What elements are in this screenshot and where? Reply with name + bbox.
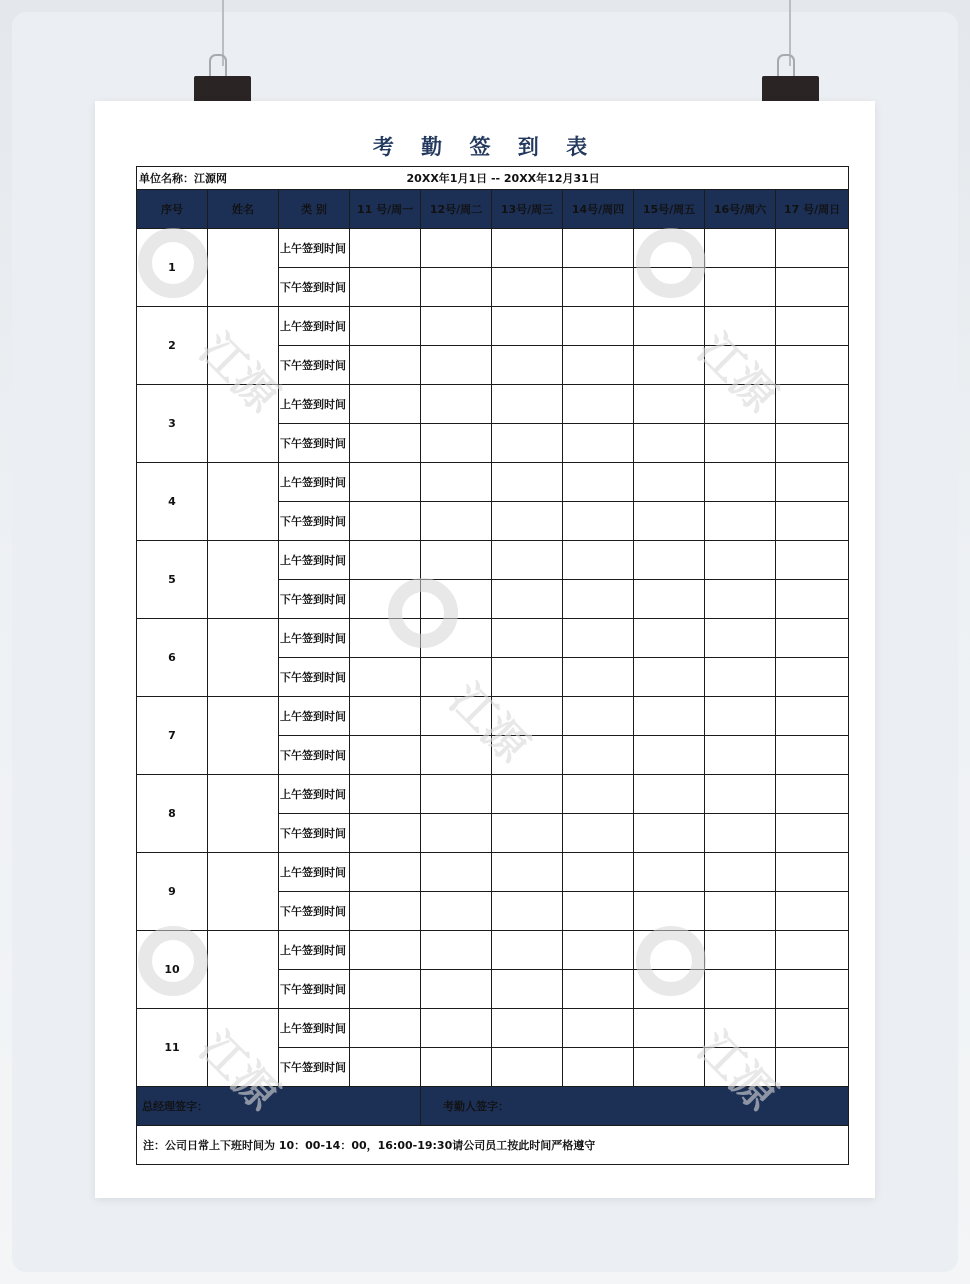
sign-cell[interactable] [634,424,705,463]
sign-cell[interactable] [492,736,563,775]
sign-cell[interactable] [563,853,634,892]
sign-cell[interactable] [492,541,563,580]
sign-cell[interactable] [563,736,634,775]
sign-cell[interactable] [563,346,634,385]
type-am-cell: 上午签到时间 [279,931,350,970]
sign-cell[interactable] [776,892,849,931]
sign-cell[interactable] [634,970,705,1009]
sign-cell[interactable] [705,736,776,775]
sign-cell[interactable] [492,307,563,346]
name-cell[interactable] [208,463,279,541]
row-number: 2 [137,307,208,385]
sign-cell[interactable] [634,775,705,814]
sign-cell[interactable] [705,268,776,307]
sign-cell[interactable] [421,346,492,385]
sign-cell[interactable] [563,931,634,970]
sign-cell[interactable] [350,502,421,541]
column-header: 13号/周三 [492,190,563,229]
sign-cell[interactable] [634,463,705,502]
sign-cell[interactable] [492,619,563,658]
sign-cell[interactable] [563,307,634,346]
name-cell[interactable] [208,1009,279,1087]
sign-cell[interactable] [350,463,421,502]
row-number: 3 [137,385,208,463]
signature-row [137,1087,849,1126]
sign-cell[interactable] [350,268,421,307]
sign-cell[interactable] [634,307,705,346]
sign-cell[interactable] [563,463,634,502]
sign-cell[interactable] [350,541,421,580]
sign-cell[interactable] [421,970,492,1009]
sign-cell[interactable] [705,1048,776,1087]
sign-cell[interactable] [634,1048,705,1087]
sign-cell[interactable] [421,502,492,541]
sign-cell[interactable] [421,385,492,424]
row-number: 1 [137,229,208,307]
sign-cell[interactable] [492,502,563,541]
sign-cell[interactable] [705,463,776,502]
name-cell[interactable] [208,853,279,931]
sign-cell[interactable] [705,775,776,814]
watermark-text: 江源 [189,324,288,423]
sign-cell[interactable] [350,970,421,1009]
sign-cell[interactable] [492,970,563,1009]
type-am-cell: 上午签到时间 [279,463,350,502]
manager-signature[interactable]: 总经理签字： [137,1087,421,1126]
type-am-cell: 上午签到时间 [279,229,350,268]
sign-cell[interactable] [421,892,492,931]
sign-cell[interactable] [492,1048,563,1087]
row-number: 10 [137,931,208,1009]
sign-cell[interactable] [421,853,492,892]
sign-cell[interactable] [350,697,421,736]
sign-cell[interactable] [492,658,563,697]
column-header: 12号/周二 [421,190,492,229]
sign-cell[interactable] [492,697,563,736]
table-row [137,619,849,658]
sign-cell[interactable] [421,697,492,736]
attendance-signature[interactable]: 考勤人签字： [421,1087,849,1126]
sign-cell[interactable] [563,814,634,853]
sign-cell[interactable] [634,1009,705,1048]
clip-arm-left [209,54,227,76]
sign-cell[interactable] [705,502,776,541]
attendance-table [136,166,849,1165]
sign-cell[interactable] [705,385,776,424]
sign-cell[interactable] [350,775,421,814]
name-cell[interactable] [208,307,279,385]
name-cell[interactable] [208,775,279,853]
header-row [137,190,849,229]
table-row [137,1009,849,1048]
sign-cell[interactable] [350,1048,421,1087]
sign-cell[interactable] [776,1009,849,1048]
clip-arm-right [777,54,795,76]
table-row [137,463,849,502]
watermark-text: 江源 [439,674,538,773]
row-number: 7 [137,697,208,775]
row-number: 6 [137,619,208,697]
sign-cell[interactable] [350,736,421,775]
sign-cell[interactable] [705,658,776,697]
note-row [137,1126,849,1165]
table-row [137,775,849,814]
sign-cell[interactable] [492,892,563,931]
sign-cell[interactable] [350,385,421,424]
table-row [137,697,849,736]
sign-cell[interactable] [563,268,634,307]
sign-cell[interactable] [492,1009,563,1048]
sign-cell[interactable] [492,424,563,463]
sign-cell[interactable] [705,619,776,658]
sign-cell[interactable] [563,697,634,736]
sign-cell[interactable] [634,502,705,541]
sign-cell[interactable] [634,268,705,307]
type-pm-cell: 下午签到时间 [279,346,350,385]
sign-cell[interactable] [350,931,421,970]
sign-cell[interactable] [350,1009,421,1048]
type-am-cell: 上午签到时间 [279,775,350,814]
sign-cell[interactable] [563,658,634,697]
note-text: 注：公司日常上下班时间为 10：00-14：00，16:00-19:30请公司员工按此时间严格遵守 [137,1126,849,1165]
type-am-cell: 上午签到时间 [279,307,350,346]
type-pm-cell: 下午签到时间 [279,424,350,463]
sign-cell[interactable] [705,580,776,619]
watermark-text: 江源 [687,324,786,423]
sign-cell[interactable] [705,931,776,970]
sign-cell[interactable] [705,541,776,580]
sign-cell[interactable] [563,1009,634,1048]
sign-cell[interactable] [776,268,849,307]
sign-cell[interactable] [705,892,776,931]
sign-cell[interactable] [421,1048,492,1087]
sign-cell[interactable] [350,229,421,268]
sign-cell[interactable] [492,931,563,970]
name-cell[interactable] [208,541,279,619]
type-pm-cell: 下午签到时间 [279,580,350,619]
sign-cell[interactable] [776,541,849,580]
type-pm-cell: 下午签到时间 [279,814,350,853]
sign-cell[interactable] [634,229,705,268]
sign-cell[interactable] [705,307,776,346]
sign-cell[interactable] [350,346,421,385]
sign-cell[interactable] [563,892,634,931]
sign-cell[interactable] [634,853,705,892]
sign-cell[interactable] [492,814,563,853]
sign-cell[interactable] [563,541,634,580]
sign-cell[interactable] [776,619,849,658]
sign-cell[interactable] [421,658,492,697]
sign-cell[interactable] [421,736,492,775]
row-number: 11 [137,1009,208,1087]
sign-cell[interactable] [350,814,421,853]
sign-cell[interactable] [350,619,421,658]
sign-cell[interactable] [563,775,634,814]
sign-cell[interactable] [421,268,492,307]
sign-cell[interactable] [776,385,849,424]
sign-cell[interactable] [421,931,492,970]
column-header: 17 号/周日 [776,190,849,229]
column-header: 序号 [137,190,208,229]
type-am-cell: 上午签到时间 [279,1009,350,1048]
sign-cell[interactable] [776,853,849,892]
type-am-cell: 上午签到时间 [279,697,350,736]
sign-cell[interactable] [421,580,492,619]
sign-cell[interactable] [776,736,849,775]
type-pm-cell: 下午签到时间 [279,268,350,307]
table-row [137,541,849,580]
sign-cell[interactable] [776,580,849,619]
sign-cell[interactable] [634,580,705,619]
sign-cell[interactable] [492,229,563,268]
sign-cell[interactable] [421,814,492,853]
sign-cell[interactable] [776,229,849,268]
sign-cell[interactable] [776,775,849,814]
sign-cell[interactable] [350,580,421,619]
column-header: 15号/周五 [634,190,705,229]
sign-cell[interactable] [563,1048,634,1087]
type-pm-cell: 下午签到时间 [279,892,350,931]
sign-cell[interactable] [776,463,849,502]
type-pm-cell: 下午签到时间 [279,1048,350,1087]
date-range: 20XX年1月1日 -- 20XX年12月31日 [350,167,849,190]
sign-cell[interactable] [421,463,492,502]
sign-cell[interactable] [563,229,634,268]
table-row [137,307,849,346]
column-header: 类 别 [279,190,350,229]
sign-cell[interactable] [563,970,634,1009]
name-cell[interactable] [208,385,279,463]
sign-cell[interactable] [634,346,705,385]
sign-cell[interactable] [776,424,849,463]
sign-cell[interactable] [776,658,849,697]
sign-cell[interactable] [634,541,705,580]
sign-cell[interactable] [776,307,849,346]
sign-cell[interactable] [492,385,563,424]
sign-cell[interactable] [776,346,849,385]
column-header: 14号/周四 [563,190,634,229]
type-pm-cell: 下午签到时间 [279,658,350,697]
sign-cell[interactable] [421,1009,492,1048]
type-pm-cell: 下午签到时间 [279,970,350,1009]
sign-cell[interactable] [705,853,776,892]
info-row [137,167,849,190]
sign-cell[interactable] [705,346,776,385]
sign-cell[interactable] [421,541,492,580]
sign-cell[interactable] [421,424,492,463]
sign-cell[interactable] [705,1009,776,1048]
sign-cell[interactable] [421,307,492,346]
sign-cell[interactable] [563,619,634,658]
sign-cell[interactable] [776,931,849,970]
name-cell[interactable] [208,697,279,775]
sign-cell[interactable] [634,736,705,775]
sign-cell[interactable] [421,229,492,268]
row-number: 4 [137,463,208,541]
sign-cell[interactable] [492,346,563,385]
sign-cell[interactable] [634,892,705,931]
sign-cell[interactable] [350,424,421,463]
sign-cell[interactable] [634,931,705,970]
sign-cell[interactable] [776,970,849,1009]
column-header: 11 号/周一 [350,190,421,229]
sign-cell[interactable] [705,697,776,736]
sign-cell[interactable] [350,307,421,346]
sign-cell[interactable] [350,892,421,931]
sign-cell[interactable] [705,970,776,1009]
sign-cell[interactable] [634,814,705,853]
sign-cell[interactable] [776,502,849,541]
sign-cell[interactable] [492,463,563,502]
type-pm-cell: 下午签到时间 [279,736,350,775]
type-am-cell: 上午签到时间 [279,385,350,424]
sign-cell[interactable] [421,619,492,658]
sign-cell[interactable] [421,775,492,814]
sign-cell[interactable] [634,385,705,424]
watermark-text: 江源 [687,1022,786,1121]
name-cell[interactable] [208,931,279,1009]
sign-cell[interactable] [705,814,776,853]
type-am-cell: 上午签到时间 [279,853,350,892]
sign-cell[interactable] [776,697,849,736]
sign-cell[interactable] [705,229,776,268]
type-pm-cell: 下午签到时间 [279,502,350,541]
sign-cell[interactable] [776,1048,849,1087]
sign-cell[interactable] [492,775,563,814]
name-cell[interactable] [208,619,279,697]
name-cell[interactable] [208,229,279,307]
sign-cell[interactable] [634,658,705,697]
table-row [137,229,849,268]
page-title: 考 勤 签 到 表 [372,135,598,159]
table-row [137,385,849,424]
table-row [137,931,849,970]
sign-cell[interactable] [350,658,421,697]
sign-cell[interactable] [563,502,634,541]
unit-name: 单位名称：江源网 [137,167,350,190]
sign-cell[interactable] [563,580,634,619]
sign-cell[interactable] [705,424,776,463]
column-header: 16号/周六 [705,190,776,229]
type-am-cell: 上午签到时间 [279,619,350,658]
sign-cell[interactable] [492,268,563,307]
sign-cell[interactable] [350,853,421,892]
sign-cell[interactable] [563,424,634,463]
watermark-text: 江源 [189,1022,288,1121]
sign-cell[interactable] [776,814,849,853]
row-number: 8 [137,775,208,853]
type-am-cell: 上午签到时间 [279,541,350,580]
table-row [137,853,849,892]
column-header: 姓名 [208,190,279,229]
sign-cell[interactable] [563,385,634,424]
sign-cell[interactable] [634,619,705,658]
row-number: 9 [137,853,208,931]
sign-cell[interactable] [634,697,705,736]
sign-cell[interactable] [492,853,563,892]
sign-cell[interactable] [492,580,563,619]
row-number: 5 [137,541,208,619]
